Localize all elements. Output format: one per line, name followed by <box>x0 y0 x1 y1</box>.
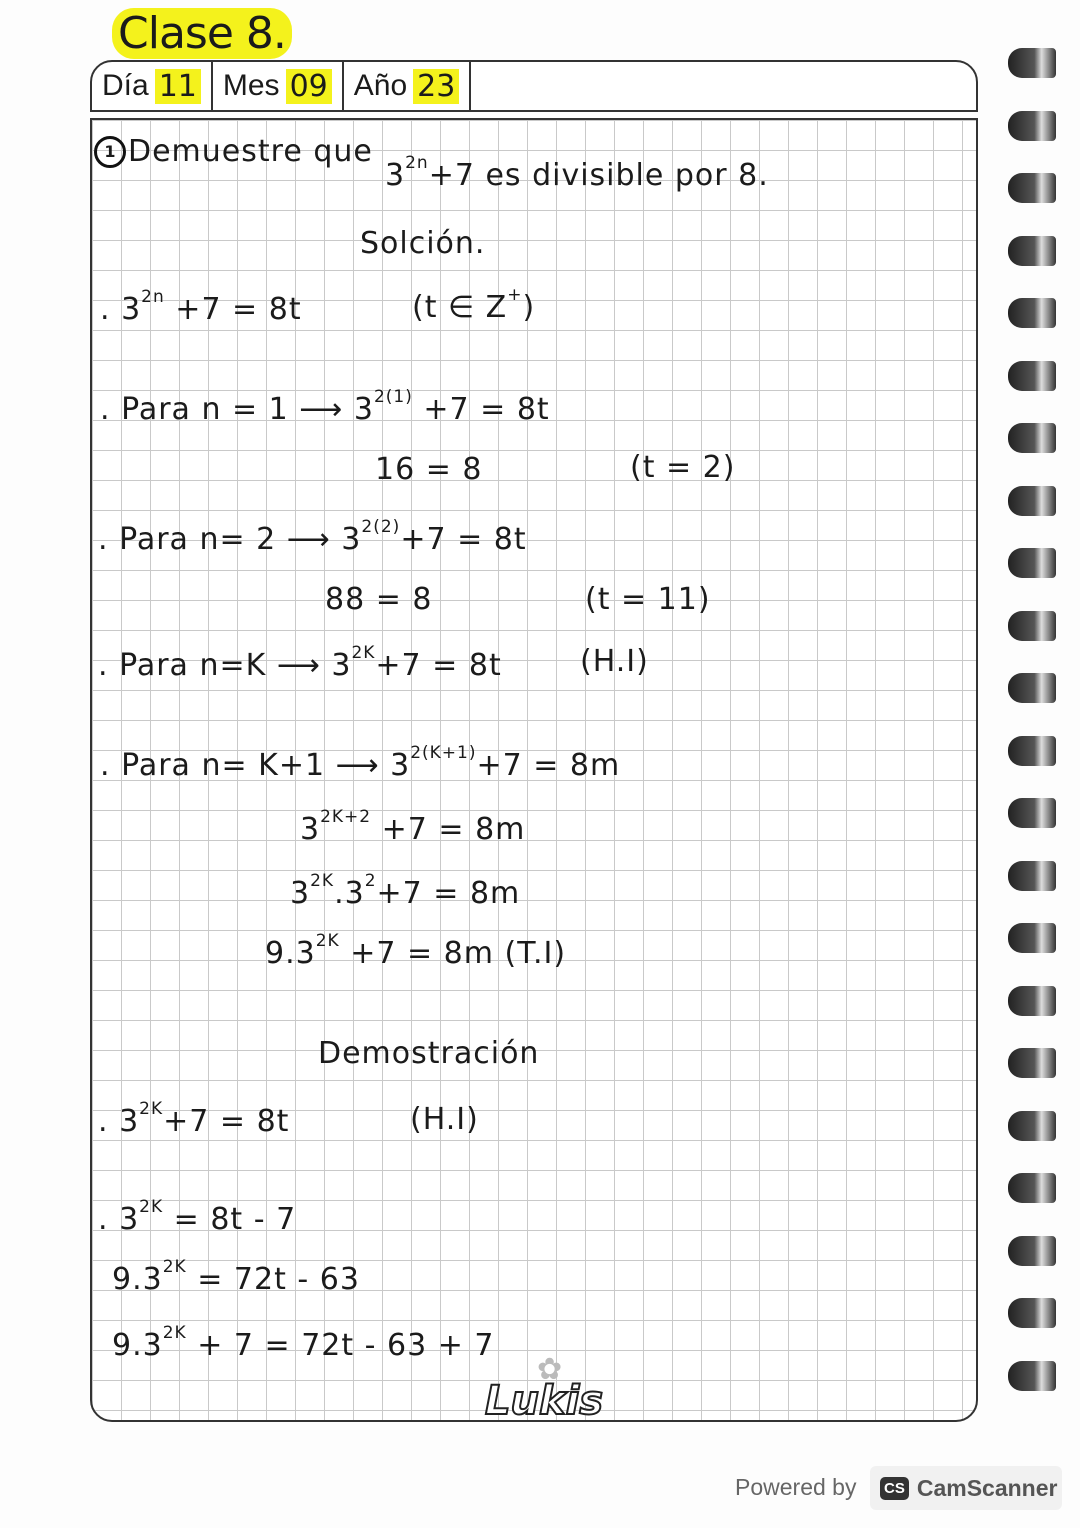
solution-heading <box>360 226 485 261</box>
equation-line <box>112 1257 360 1297</box>
text-segment: 9.3 <box>112 1328 163 1363</box>
equation-line <box>100 387 550 427</box>
text-segment: . 3 <box>98 1202 140 1237</box>
text-segment: +7 = 8m <box>371 812 526 847</box>
text-segment: (H.I) <box>580 644 649 679</box>
exponent: + <box>507 285 523 305</box>
text-segment: +7 = 8m <box>376 876 521 911</box>
equation-note <box>410 1102 479 1137</box>
spiral-ring <box>1008 486 1056 516</box>
camscanner-icon: CS <box>880 1477 909 1500</box>
exponent: 2(1) <box>373 387 413 407</box>
spiral-ring <box>1008 736 1056 766</box>
exponent: 2K <box>139 1099 164 1119</box>
exponent: 2(2) <box>361 517 401 537</box>
equation-note <box>585 582 711 617</box>
demonstration-heading <box>318 1036 539 1071</box>
spiral-ring <box>1008 1111 1056 1141</box>
exponent: 2K <box>310 871 335 891</box>
text-segment: 3 <box>300 812 321 847</box>
spiral-ring <box>1008 1173 1056 1203</box>
text-segment: +7 = 8m <box>476 748 621 783</box>
spiral-ring <box>1008 361 1056 391</box>
date-month: Mes 09 <box>213 62 344 110</box>
date-year: Año 23 <box>344 62 472 110</box>
equation-note <box>630 450 735 485</box>
equation-line <box>300 807 526 847</box>
equation-line <box>265 931 567 971</box>
exponent: 2n <box>141 287 165 307</box>
spiral-ring <box>1008 986 1056 1016</box>
powered-by-text: Powered by <box>735 1474 857 1500</box>
text-segment: . 3 <box>100 292 142 327</box>
text-segment: +7 = 8t <box>163 1104 290 1139</box>
exponent: 2(K+1) <box>410 743 477 763</box>
spiral-ring <box>1008 611 1056 641</box>
text-segment: 16 = 8 <box>375 452 483 487</box>
equation-line <box>98 517 527 557</box>
text-segment: +7 = 8t <box>400 522 527 557</box>
exponent: 2n <box>405 153 429 173</box>
exponent: 2K <box>351 643 376 663</box>
text-segment: Solción. <box>360 226 486 261</box>
spiral-ring <box>1008 173 1056 203</box>
equation-line <box>98 1197 297 1237</box>
spiral-ring <box>1008 1298 1056 1328</box>
text-segment: +7 = 8t <box>412 392 550 427</box>
text-segment: + 7 = 72t - 63 + 7 <box>186 1328 495 1363</box>
spiral-ring <box>1008 673 1056 703</box>
text-segment: . Para n = 1 ⟶ 3 <box>100 392 374 427</box>
camscanner-label: CamScanner <box>916 1474 1058 1501</box>
page-title: Clase 8. <box>112 8 292 59</box>
text-segment: ) <box>522 290 536 325</box>
text-segment: . 3 <box>98 1104 140 1139</box>
problem-number: 1 <box>94 136 126 168</box>
text-segment: 9.3 <box>112 1262 163 1297</box>
spiral-ring <box>1008 1048 1056 1078</box>
exponent: 2K <box>162 1323 187 1343</box>
equation-line <box>100 287 302 327</box>
spiral-ring <box>1008 423 1056 453</box>
date-box <box>90 60 978 112</box>
exponent: 2K+2 <box>320 807 372 827</box>
text-segment: +7 es divisible por 8. <box>428 158 769 193</box>
text-segment: 3 <box>290 876 311 911</box>
text-segment: .3 <box>334 876 365 911</box>
text-segment: +7 = 8t <box>375 648 502 683</box>
exponent: 2K <box>139 1197 164 1217</box>
text-segment: . Para n=K ⟶ 3 <box>98 648 352 683</box>
problem-expression <box>385 153 769 193</box>
text-segment: (t ∈ Z <box>412 290 508 325</box>
text-segment: Demostración <box>318 1036 540 1071</box>
equation-line <box>290 871 521 911</box>
text-segment: . Para n= 2 ⟶ 3 <box>98 522 362 557</box>
problem-statement <box>128 134 373 169</box>
equation-note <box>412 285 536 325</box>
spiral-ring <box>1008 236 1056 266</box>
spiral-ring <box>1008 548 1056 578</box>
text-segment: (t = 11) <box>585 582 711 617</box>
spiral-ring <box>1008 798 1056 828</box>
text-segment: = 72t - 63 <box>186 1262 360 1297</box>
date-day: Día 11 <box>92 62 213 110</box>
equation-line <box>100 743 621 783</box>
equation-note <box>580 644 649 679</box>
flower-icon: ✿ <box>537 1352 563 1387</box>
text-segment: +7 = 8m (T.I) <box>339 936 567 971</box>
text-segment: 88 = 8 <box>325 582 433 617</box>
exponent: 2 <box>364 871 377 891</box>
equation-line <box>112 1323 495 1363</box>
spiral-ring <box>1008 111 1056 141</box>
equation-line <box>98 643 502 683</box>
text-segment: 9.3 <box>265 936 316 971</box>
exponent: 2K <box>162 1257 187 1277</box>
text-segment: Demuestre que <box>128 134 373 169</box>
text-segment: +7 = 8t <box>164 292 302 327</box>
text-segment: 3 <box>385 158 406 193</box>
text-segment: (H.I) <box>410 1102 479 1137</box>
text-segment: (t = 2) <box>630 450 736 485</box>
equation-line <box>98 1099 290 1139</box>
spiral-ring <box>1008 923 1056 953</box>
text-segment: . Para n= K+1 ⟶ 3 <box>100 748 411 783</box>
spiral-ring <box>1008 1236 1056 1266</box>
equation-line <box>325 582 432 617</box>
spiral-ring <box>1008 861 1056 891</box>
lukis-logo: Lukis <box>485 1378 604 1424</box>
spiral-ring <box>1008 1361 1056 1391</box>
equation-line <box>375 452 482 487</box>
spiral-ring <box>1008 298 1056 328</box>
text-segment: = 8t - 7 <box>163 1202 297 1237</box>
exponent: 2K <box>315 931 340 951</box>
camscanner-badge[interactable] <box>870 1466 1062 1510</box>
spiral-ring <box>1008 48 1056 78</box>
